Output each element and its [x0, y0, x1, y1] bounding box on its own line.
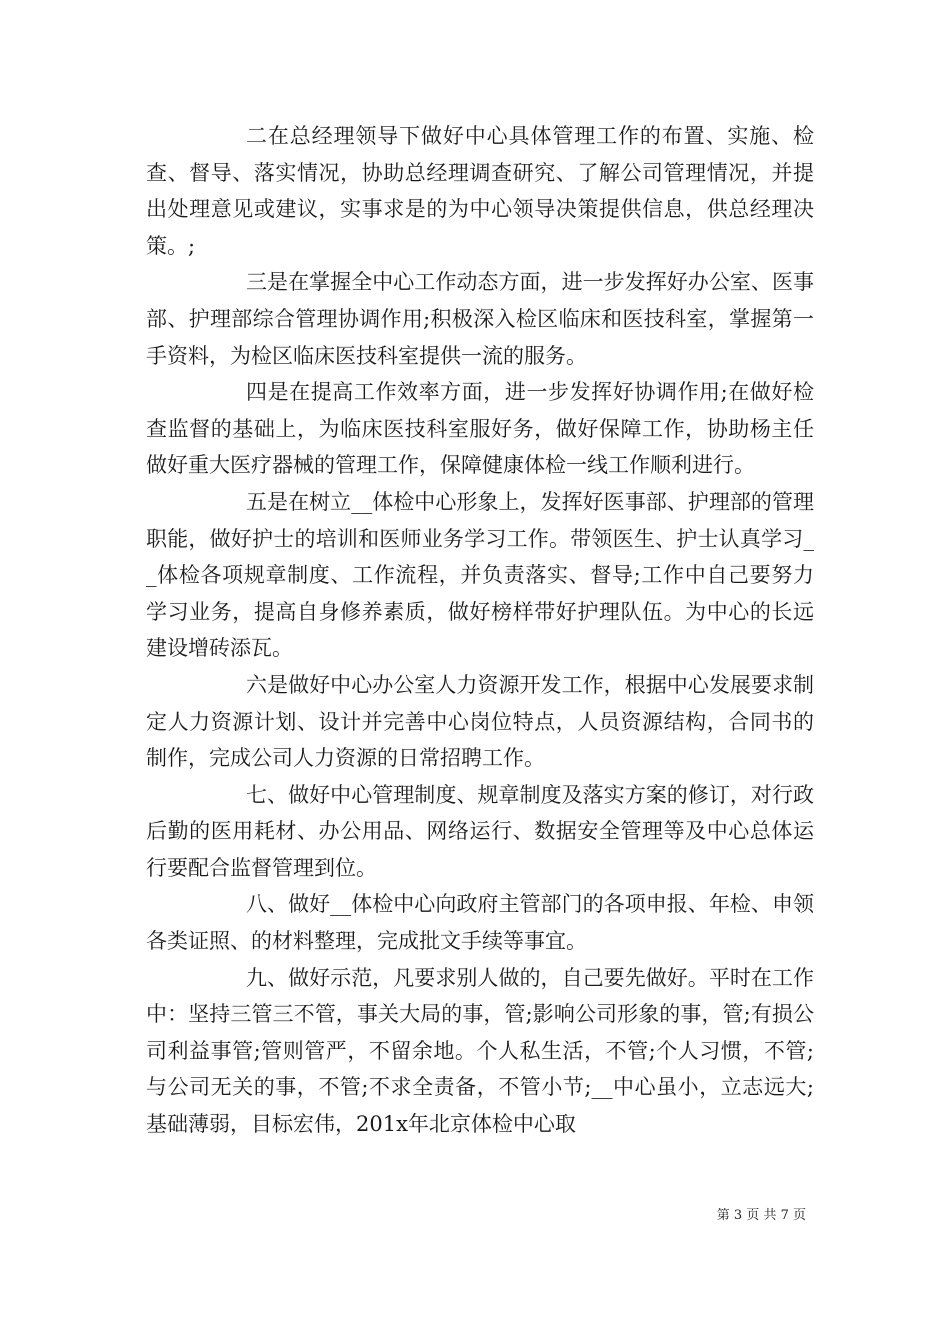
- document-body: [146, 118, 814, 1143]
- paragraph-9: 九、做好示范，凡要求别人做的，自己要先做好。平时在工作中：坚持三管三不管，事关大局的事，管;影响公司形象的事，管;有损公司利益事管;管则管严，不留余地。个人私生活，不管;个人习惯，不管;与公司无关的事，不管;不求全责备，不管小节;__中心虽小，立志远大;基础薄弱，目标宏伟，201x年北京体检中心取: [146, 965, 814, 1137]
- paragraph-4: 四是在提高工作效率方面，进一步发挥好协调作用;在做好检查监督的基础上，为临床医技科室服好务，做好保障工作，协助杨主任做好重大医疗器械的管理工作，保障健康体检一线工作顺利进行。: [146, 380, 814, 478]
- paragraph-7: 七、做好中心管理制度、规章制度及落实方案的修订，对行政后勤的医用耗材、办公用品、网络运行、数据安全管理等及中心总体运行要配合监督管理到位。: [146, 782, 814, 880]
- paragraph-2: 二在总经理领导下做好中心具体管理工作的布置、实施、检查、督导、落实情况，协助总经理调查研究、了解公司管理情况，并提出处理意见或建议，实事求是的为中心领导决策提供信息，供总经理决策。;: [146, 124, 814, 258]
- paragraph-3: 三是在掌握全中心工作动态方面，进一步发挥好办公室、医事部、护理部综合管理协调作用;积极深入检区临床和医技科室，掌握第一手资料，为检区临床医技科室提供一流的服务。: [146, 270, 814, 368]
- paragraph-6: 六是做好中心办公室人力资源开发工作，根据中心发展要求制定人力资源计划、设计并完善中心岗位特点，人员资源结构，合同书的制作，完成公司人力资源的日常招聘工作。: [146, 672, 814, 771]
- paragraph-5: 五是在树立__体检中心形象上，发挥好医事部、护理部的管理职能，做好护士的培训和医师业务学习工作。带领医生、护士认真学习__体检各项规章制度、工作流程，并负责落实、督导;工作中自己要努力学习业务，提高自身修养素质，做好榜样带好护理队伍。为中心的长远建设增砖添瓦。: [146, 489, 814, 661]
- page-number-footer: 第 3 页 共 7 页: [716, 1208, 806, 1223]
- paragraph-8: 八、做好__体检中心向政府主管部门的各项申报、年检、申领各类证照、的材料整理，完成批文手续等事宜。: [146, 892, 814, 954]
